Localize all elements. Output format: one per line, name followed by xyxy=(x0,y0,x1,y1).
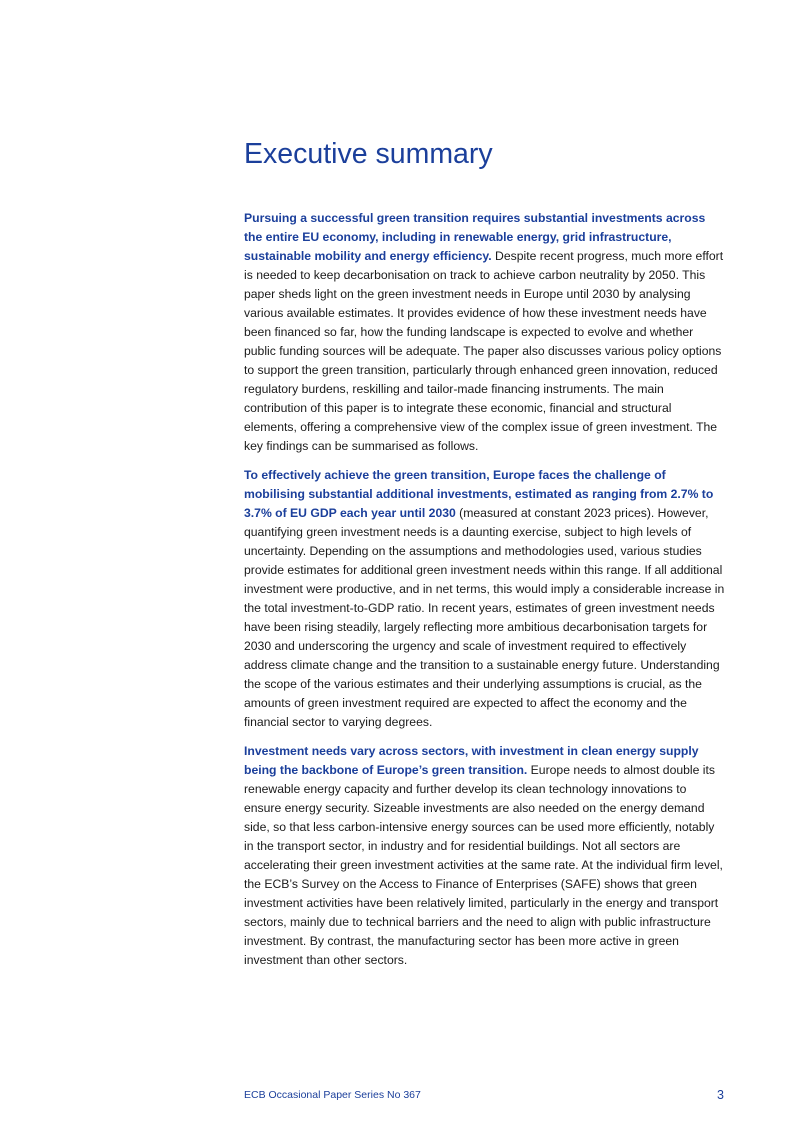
page-title: Executive summary xyxy=(244,138,493,170)
paragraph-lead: To effectively achieve the green transition, Europe faces the challenge of mobilising substantial additional investments, estimated as ranging from 2.7% to 3.7% of EU GDP each year until 2030 xyxy=(244,468,714,520)
summary-body xyxy=(244,209,726,980)
paragraph-sector-needs xyxy=(244,742,726,970)
paragraph-green-investment-needs xyxy=(244,209,726,456)
paragraph-lead: Investment needs vary across sectors, with investment in clean energy supply being the backbone of Europe’s green transition. xyxy=(244,744,699,777)
paragraph-body: (measured at constant 2023 prices). However, quantifying green investment needs is a daunting exercise, subject to high levels of uncertainty. Depending on the assumptions and methodologies used, various studies provide estimates for additional green investment needs within this range. If all additional investment were productive, and in net terms, this would imply a considerable increase in the total investment-to-GDP ratio. In recent years, estimates of green investment needs have been rising steadily, largely reflecting more ambitious decarbonisation targets for 2030 and underscoring the urgency and scale of investment required to effectively address climate change and the transition to a sustainable energy future. Understanding the scope of the various estimates and their underlying assumptions is crucial, as the amounts of green investment required are expected to affect the economy and the financial sector to varying degrees. xyxy=(244,506,725,729)
footer-series-title: ECB Occasional Paper Series No 367 xyxy=(244,1089,421,1101)
paragraph-additional-investments xyxy=(244,466,726,732)
page-footer xyxy=(244,1088,724,1104)
page-number: 3 xyxy=(717,1088,724,1102)
paragraph-body: Europe needs to almost double its renewable energy capacity and further develop its clean technology innovations to ensure energy security. Sizeable investments are also needed on the energy demand side, so that less carbon-intensive energy sources can be used more efficiently, notably in the transport sector, in industry and for residential buildings. Not all sectors are accelerating their green investment activities at the same rate. At the individual firm level, the ECB’s Survey on the Access to Finance of Enterprises (SAFE) shows that green investment activities have been relatively limited, particularly in the energy and transport sectors, mainly due to technical barriers and the need to align with public infrastructure investment. By contrast, the manufacturing sector has been more active in green investment than other sectors. xyxy=(244,763,723,967)
paragraph-lead: Pursuing a successful green transition requires substantial investments across the entire EU economy, including in renewable energy, grid infrastructure, sustainable mobility and energy efficiency. xyxy=(244,211,706,263)
paragraph-body: Despite recent progress, much more effort is needed to keep decarbonisation on track to achieve carbon neutrality by 2050. This paper sheds light on the green investment needs in Europe until 2030 by analysing various available estimates. It provides evidence of how these investment needs have been financed so far, how the funding landscape is expected to evolve and whether public funding sources will be adequate. The paper also discusses various policy options to support the green transition, particularly through enhanced green innovation, reduced regulatory burdens, reskilling and tailor-made financing instruments. The main contribution of this paper is to integrate these economic, financial and structural elements, offering a comprehensive view of the complex issue of green investment. The key findings can be summarised as follows. xyxy=(244,249,724,453)
